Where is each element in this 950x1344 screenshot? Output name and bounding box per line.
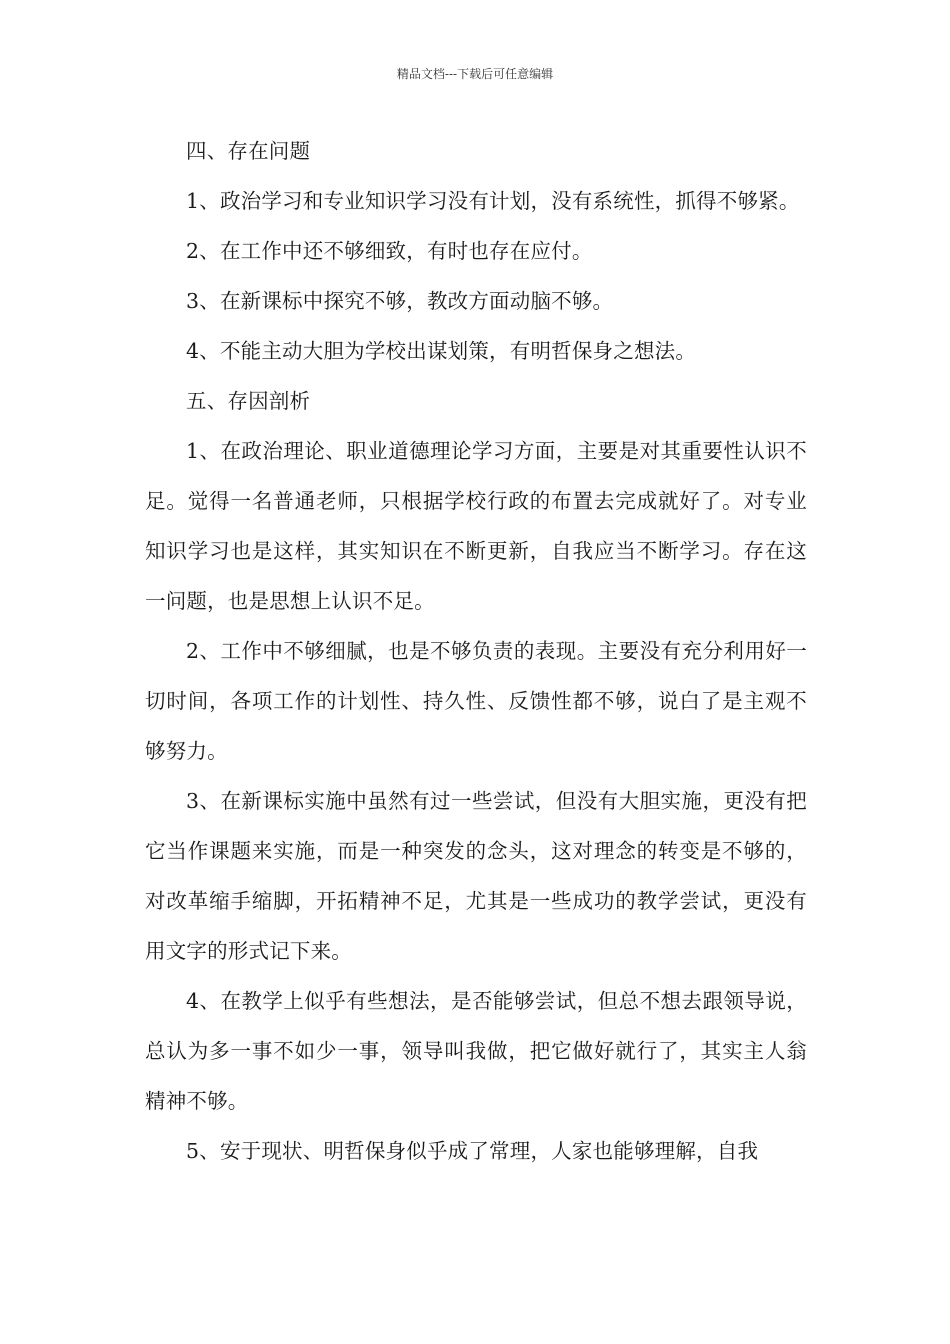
paragraph: 4、在教学上似乎有些想法，是否能够尝试，但总不想去跟领导说，总认为多一事不如少一事，领导叫我做，把它做好就行了，其实主人翁精神不够。 [145,989,807,1113]
heading-existing-problems: 四、存在问题 [186,139,311,163]
paragraph: 3、在新课标实施中虽然有过一些尝试，但没有大胆实施，更没有把它当作课题来实施，而是一种突发的念头，这对理念的转变是不够的，对改革缩手缩脚，开拓精神不足，尤其是一些成功的教学尝试，更没有用文字的形式记下来。 [145,789,807,963]
document-body [145,126,807,1176]
paragraph: 2、工作中不够细腻，也是不够负责的表现。主要没有充分利用好一切时间，各项工作的计划性、持久性、反馈性都不够，说白了是主观不够努力。 [145,639,807,763]
paragraph: 4、不能主动大胆为学校出谋划策，有明哲保身之想法。 [186,339,697,363]
paragraph: 5、安于现状、明哲保身似乎成了常理，人家也能够理解，自我 [186,1139,759,1163]
paragraph: 2、在工作中还不够细致，有时也存在应付。 [186,239,593,263]
paragraph: 3、在新课标中探究不够，教改方面动脑不够。 [186,289,614,313]
paragraph: 1、在政治理论、职业道德理论学习方面，主要是对其重要性认识不足。觉得一名普通老师，只根据学校行政的布置去完成就好了。对专业知识学习也是这样，其实知识在不断更新，自我应当不断学习。存在这一问题，也是思想上认识不足。 [145,439,807,613]
page-header: 精品文档---下载后可任意编辑 [396,67,554,81]
heading-cause-analysis: 五、存因剖析 [186,389,311,413]
paragraph: 1、政治学习和专业知识学习没有计划，没有系统性，抓得不够紧。 [186,189,800,213]
